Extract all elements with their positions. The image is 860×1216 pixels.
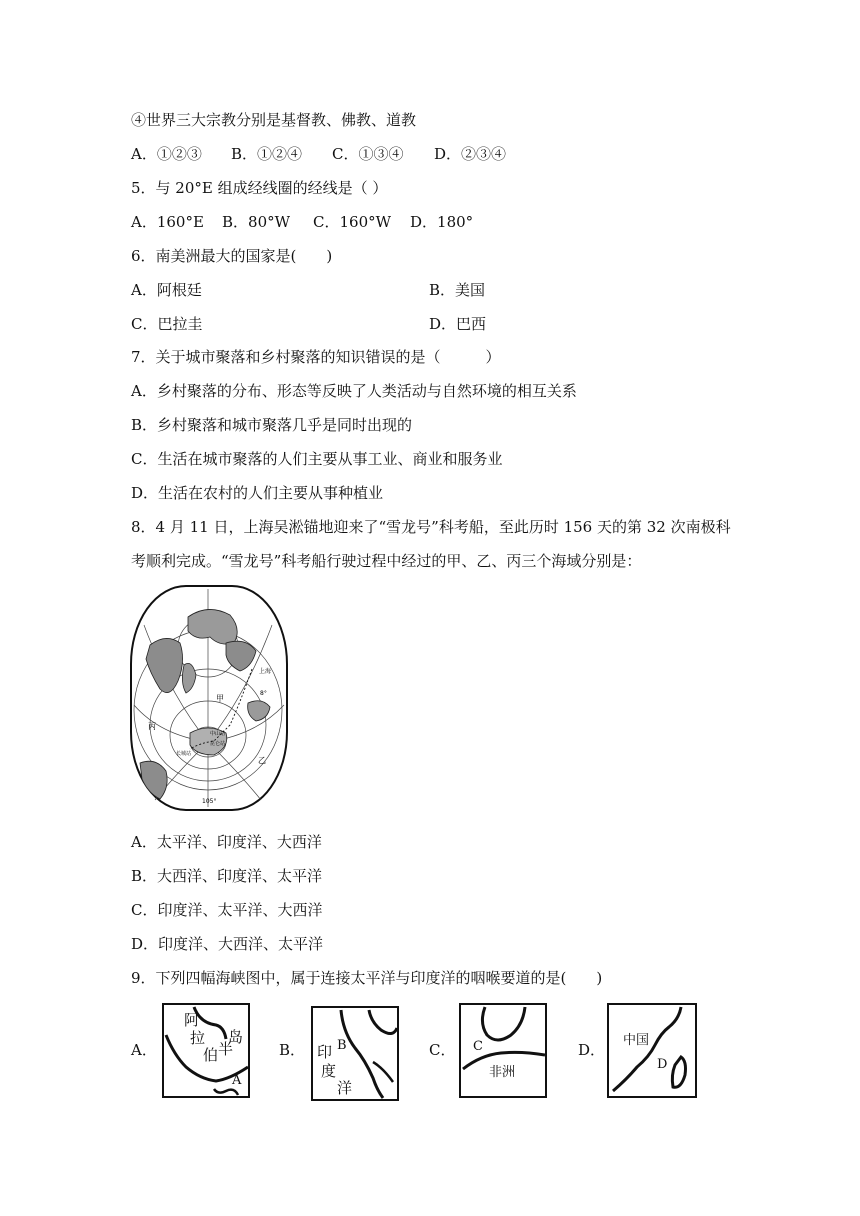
map-label-jia: 甲 — [216, 694, 224, 703]
strait-map-a — [162, 1003, 250, 1098]
q6-option-d: D．巴西 — [429, 315, 487, 333]
map-label-kunlun: 昆仑站 — [210, 741, 226, 747]
q5-stem: 5．与 20°E 组成经线圈的经线是（ ） — [131, 179, 388, 197]
q8-option-d: D．印度洋、大西洋、太平洋 — [131, 935, 324, 953]
map-c-region: 非洲 — [489, 1065, 516, 1080]
q9-option-c-letter: C． — [429, 1041, 456, 1059]
map-a-char-5: 岛 — [228, 1028, 244, 1046]
q7-option-a: A．乡村聚落的分布、形态等反映了人类活动与自然环境的相互关系 — [131, 382, 577, 400]
map-c-point: C — [473, 1039, 483, 1054]
q8-stem-line1: 8．4 月 11 日，上海吴淞锚地迎来了“雪龙号”科考船，至此历时 156 天的第 32 次南极科 — [131, 518, 731, 536]
q6-option-a: A．阿根廷 — [131, 281, 202, 299]
q6-stem: 6．南美洲最大的国家是( ) — [131, 247, 333, 265]
map-label-8deg: 8° — [260, 690, 267, 697]
q8-option-a: A．太平洋、印度洋、大西洋 — [131, 833, 322, 851]
q9-option-d-letter: D． — [578, 1041, 606, 1059]
q4-statement-4: ④世界三大宗教分别是基督教、佛教、道教 — [131, 111, 417, 129]
q4-option-c: C．①③④ — [332, 145, 404, 163]
q7-option-c: C．生活在城市聚落的人们主要从事工业、商业和服务业 — [131, 450, 503, 468]
map-label-shanghai: 上海 — [259, 668, 272, 675]
q6-option-c: C．巴拉圭 — [131, 315, 203, 333]
q4-option-b: B．①②④ — [231, 145, 303, 163]
map-b-char-2: 度 — [321, 1062, 337, 1080]
q9-stem: 9．下列四幅海峡图中，属于连接太平洋与印度洋的咽喉要道的是( ) — [131, 969, 603, 987]
map-b-char-1: 印 — [317, 1043, 333, 1061]
q5-option-b: B．80°W — [222, 213, 291, 231]
map-label-changcheng: 长城站 — [176, 751, 192, 757]
q8-option-c: C．印度洋、太平洋、大西洋 — [131, 901, 323, 919]
map-label-yi: 乙 — [258, 756, 266, 765]
q4-option-a: A．①②③ — [131, 145, 202, 163]
map-b-point: B — [337, 1038, 347, 1053]
q9-option-a-letter: A． — [131, 1041, 157, 1059]
map-label-bing: 丙 — [148, 722, 156, 731]
q7-stem: 7．关于城市聚落和乡村聚落的知识错误的是（ ） — [131, 348, 501, 366]
strait-map-b — [311, 1006, 399, 1101]
map-label-105deg: 105° — [202, 798, 217, 805]
q6-option-b: B．美国 — [429, 281, 486, 299]
q5-option-a: A．160°E — [131, 213, 204, 231]
q7-option-d: D．生活在农村的人们主要从事种植业 — [131, 484, 384, 502]
q5-option-c: C．160°W — [313, 213, 392, 231]
map-a-char-2: 拉 — [190, 1029, 206, 1047]
map-d-region: 中国 — [623, 1033, 650, 1048]
polar-world-map — [130, 585, 288, 811]
map-a-char-3: 伯 — [203, 1046, 219, 1064]
map-a-char-1: 阿 — [184, 1011, 200, 1029]
strait-map-d — [607, 1003, 697, 1098]
q8-option-b: B．大西洋、印度洋、太平洋 — [131, 867, 323, 885]
map-a-point: A — [232, 1073, 242, 1088]
q4-option-d: D．②③④ — [434, 145, 507, 163]
q5-option-d: D．180° — [410, 213, 474, 231]
strait-map-c — [459, 1003, 547, 1098]
map-label-zhongshan: 中山站 — [210, 731, 226, 737]
q8-stem-line2: 考顺利完成。“雪龙号”科考船行驶过程中经过的甲、乙、丙三个海域分别是： — [131, 552, 642, 570]
map-d-point: D — [657, 1057, 668, 1072]
map-a-char-4: 半 — [218, 1040, 234, 1058]
q7-option-b: B．乡村聚落和城市聚落几乎是同时出现的 — [131, 416, 413, 434]
map-b-char-3: 洋 — [337, 1079, 353, 1097]
q9-option-b-letter: B． — [279, 1041, 306, 1059]
